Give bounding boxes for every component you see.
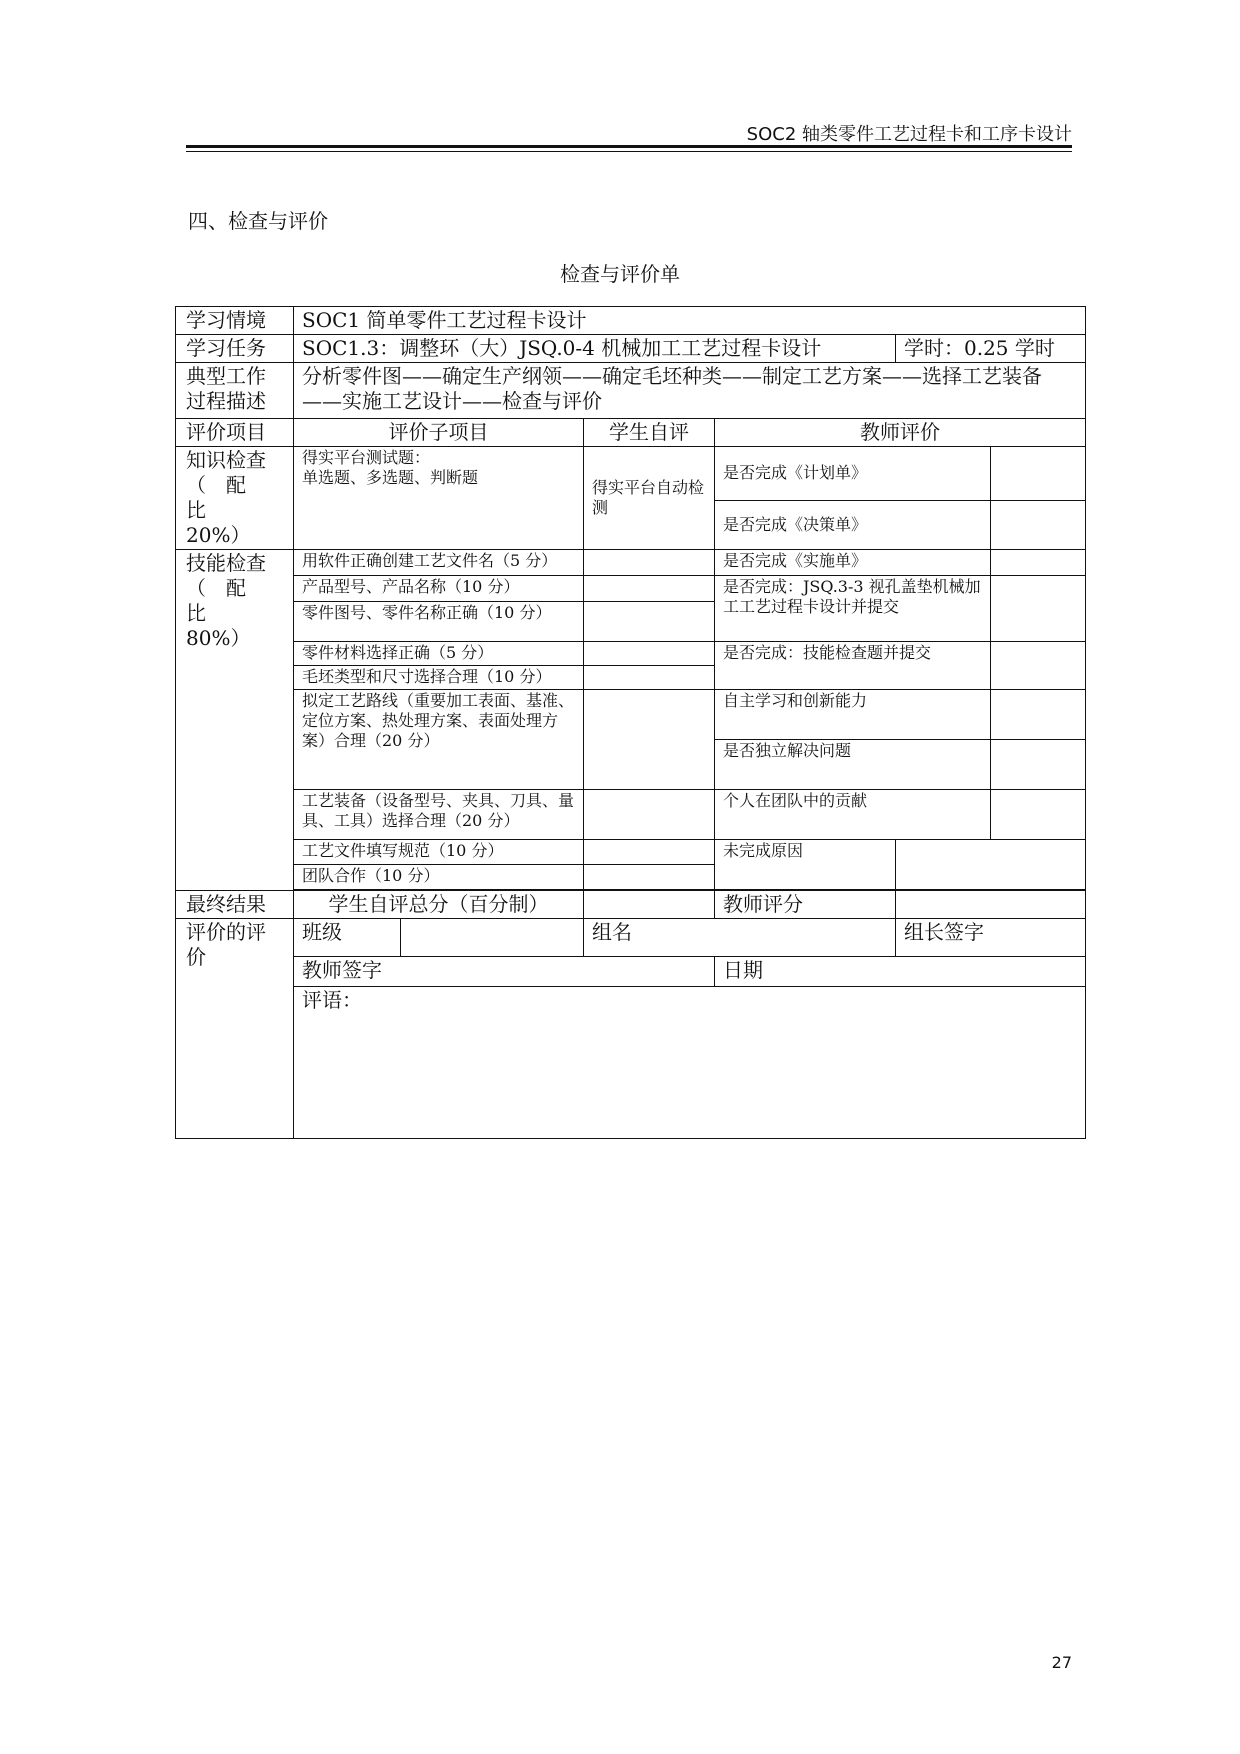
skill-self-4: [584, 642, 715, 666]
knowledge-label-line2: （ 配 比: [186, 473, 266, 522]
knowledge-label-line1: 知识检查: [186, 448, 266, 472]
knowledge-subitem: [294, 447, 584, 550]
skill-label-line2: （ 配 比: [186, 576, 266, 625]
skill-item-3: 零件图号、零件名称正确（10 分）: [294, 602, 584, 642]
row-skill-2: [176, 576, 1086, 602]
situation-value: SOC1 简单零件工艺过程卡设计: [294, 307, 1086, 335]
skill-self-8: [584, 840, 715, 865]
page-number: 27: [1051, 1653, 1072, 1672]
row-skill-7: [176, 790, 1086, 840]
knowledge-label-line3: 20%）: [186, 523, 251, 547]
evaluation-form-table: [175, 306, 1086, 1139]
row-evaluation-2: [176, 957, 1086, 987]
skill-teacher-6: 个人在团队中的贡献: [715, 790, 991, 840]
situation-label: 学习情境: [176, 307, 294, 335]
row-evaluation-1: [176, 919, 1086, 957]
knowledge-teacher-2: 是否完成《决策单》: [715, 500, 991, 549]
final-teacher-score-value: [896, 891, 1086, 919]
skill-self-2: [584, 576, 715, 602]
evaluation-label-line2: 价: [186, 945, 206, 969]
header-subitem: 评价子项目: [294, 419, 584, 447]
skill-teacher-6-score: [991, 790, 1086, 840]
evaluation-teacher-sign: 教师签字: [294, 957, 715, 987]
row-knowledge-1: [176, 447, 1086, 501]
skill-label-line1: 技能检查: [186, 551, 266, 575]
knowledge-sub-line2: 单选题、多选题、判断题: [302, 468, 479, 487]
skill-teacher-3-score: [991, 642, 1086, 690]
skill-self-6: [584, 690, 715, 790]
knowledge-sub-line1: 得实平台测试题：: [302, 448, 431, 467]
skill-item-5: 毛坯类型和尺寸选择合理（10 分）: [294, 666, 584, 690]
form-title: 检查与评价单: [560, 262, 680, 286]
skill-item-9: 团队合作（10 分）: [294, 865, 584, 890]
skill-teacher-4: 自主学习和创新能力: [715, 690, 991, 740]
row-evaluation-3: [176, 987, 1086, 1139]
row-situation: [176, 307, 1086, 335]
evaluation-class-label: 班级: [294, 919, 401, 957]
task-hours: 学时：0.25 学时: [896, 335, 1086, 363]
section-heading: 四、检查与评价: [188, 209, 328, 233]
skill-item-8: 工艺文件填写规范（10 分）: [294, 840, 584, 865]
evaluation-label-line1: 评价的评: [186, 920, 266, 944]
knowledge-self: 得实平台自动检测: [584, 447, 715, 550]
skill-teacher-5-score: [991, 740, 1086, 790]
row-headers: [176, 419, 1086, 447]
skill-teacher-4-score: [991, 690, 1086, 740]
process-label-line2: 过程描述: [186, 389, 266, 413]
header-item: 评价项目: [176, 419, 294, 447]
knowledge-label: [176, 447, 294, 550]
skill-teacher-7-value: [896, 840, 1086, 890]
skill-teacher-3: 是否完成：技能检查题并提交: [715, 642, 991, 690]
evaluation-comment: 评语：: [294, 987, 1086, 1139]
skill-item-7: 工艺装备（设备型号、夹具、刀具、量具、工具）选择合理（20 分）: [294, 790, 584, 840]
skill-teacher-2: 是否完成：JSQ.3-3 视孔盖垫机械加工工艺过程卡设计并提交: [715, 576, 991, 642]
final-self-total: 学生自评总分（百分制）: [294, 891, 584, 919]
header-rule-thick: [186, 145, 1072, 148]
evaluation-leader-sign: 组长签字: [896, 919, 1086, 957]
skill-self-7: [584, 790, 715, 840]
skill-item-6: 拟定工艺路线（重要加工表面、基准、定位方案、热处理方案、表面处理方案）合理（20 分）: [294, 690, 584, 790]
task-label: 学习任务: [176, 335, 294, 363]
skill-teacher-2-score: [991, 576, 1086, 642]
skill-self-1: [584, 550, 715, 576]
evaluation-label: [176, 919, 294, 1139]
skill-self-9: [584, 865, 715, 890]
skill-item-2: 产品型号、产品名称（10 分）: [294, 576, 584, 602]
header-rule-thin: [186, 151, 1072, 152]
final-teacher-score: 教师评分: [715, 891, 896, 919]
row-skill-1: [176, 550, 1086, 576]
process-label: [176, 363, 294, 419]
row-task: [176, 335, 1086, 363]
row-skill-8: [176, 840, 1086, 865]
knowledge-teacher-1: 是否完成《计划单》: [715, 447, 991, 501]
skill-teacher-7: 未完成原因: [715, 840, 896, 890]
evaluation-class-value: [401, 919, 584, 957]
row-process: [176, 363, 1086, 419]
row-final: [176, 891, 1086, 919]
final-label: 最终结果: [176, 891, 294, 919]
skill-item-4: 零件材料选择正确（5 分）: [294, 642, 584, 666]
final-self-total-value: [584, 891, 715, 919]
skill-teacher-1: 是否完成《实施单》: [715, 550, 991, 576]
evaluation-group-label: 组名: [584, 919, 896, 957]
evaluation-date: 日期: [715, 957, 1086, 987]
process-label-line1: 典型工作: [186, 364, 266, 388]
skill-teacher-1-score: [991, 550, 1086, 576]
knowledge-teacher-2-score: [991, 500, 1086, 549]
running-header-title: SOC2 轴类零件工艺过程卡和工序卡设计: [746, 124, 1072, 145]
skill-item-1: 用软件正确创建工艺文件名（5 分）: [294, 550, 584, 576]
skill-teacher-5: 是否独立解决问题: [715, 740, 991, 790]
task-value: SOC1.3：调整环（大）JSQ.0-4 机械加工工艺过程卡设计: [294, 335, 896, 363]
process-value: 分析零件图——确定生产纲领——确定毛坯种类——制定工艺方案——选择工艺装备——实施工艺设计——检查与评价: [294, 363, 1086, 419]
knowledge-teacher-1-score: [991, 447, 1086, 501]
skill-self-5: [584, 666, 715, 690]
header-teacher: 教师评价: [715, 419, 1086, 447]
row-skill-6a: [176, 690, 1086, 740]
skill-label: [176, 550, 294, 891]
row-skill-4: [176, 642, 1086, 666]
skill-self-3: [584, 602, 715, 642]
header-self: 学生自评: [584, 419, 715, 447]
skill-label-line3: 80%）: [186, 626, 251, 650]
